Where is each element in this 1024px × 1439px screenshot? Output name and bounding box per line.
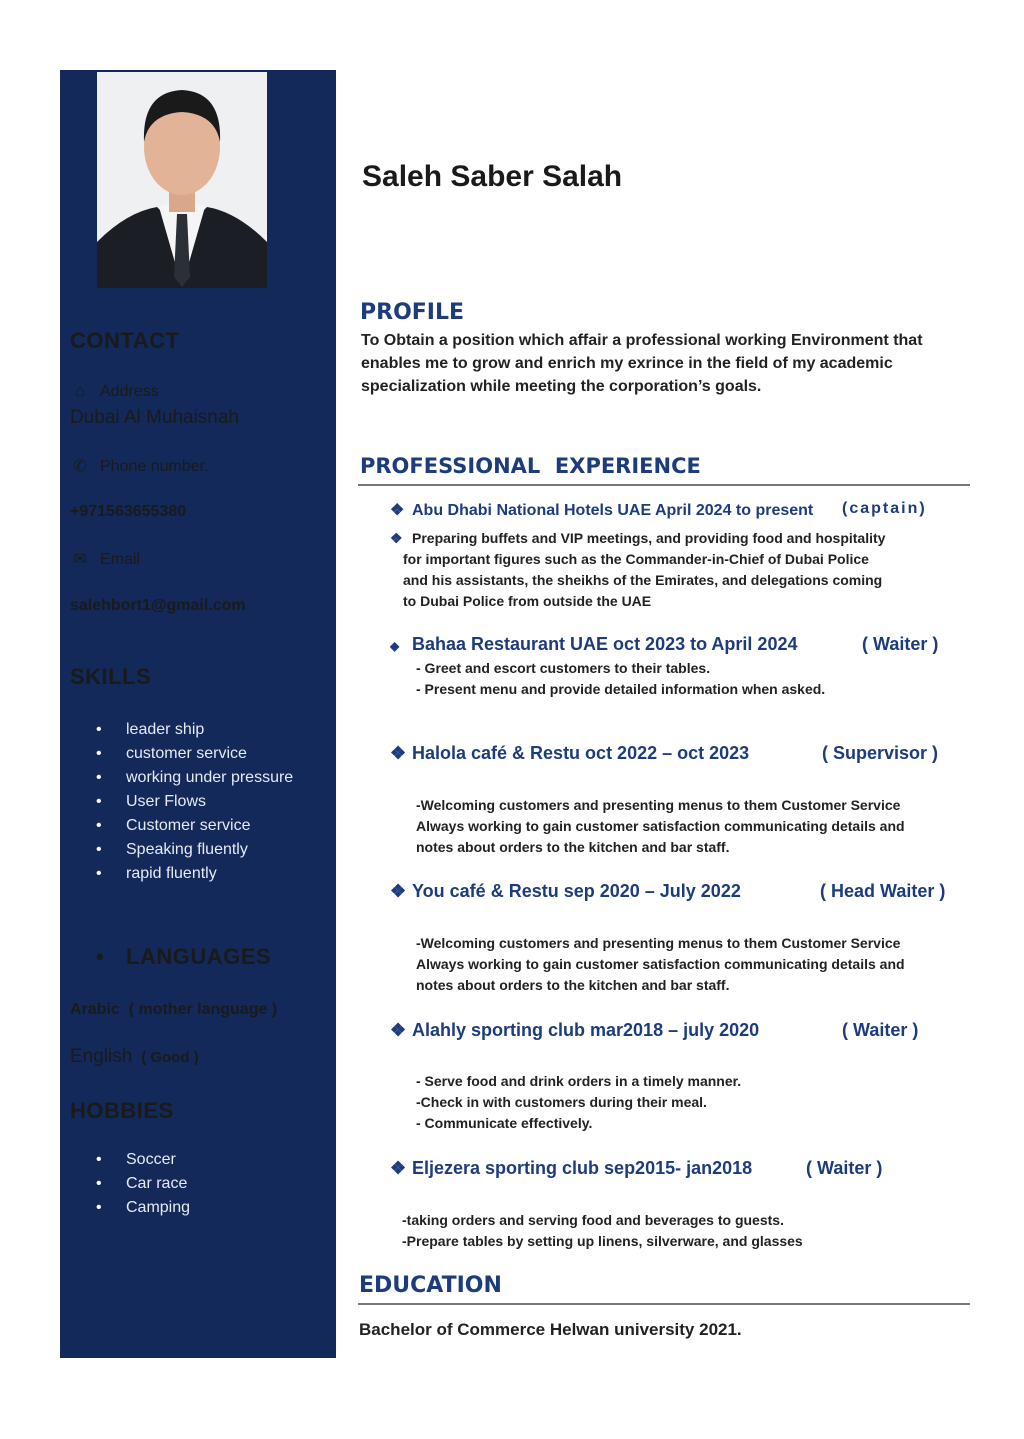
profile-heading: PROFILE: [360, 300, 465, 325]
desc-line: and his assistants, the sheikhs of the Emirates, and delegations coming: [403, 572, 883, 588]
phone-icon: ✆: [73, 458, 87, 475]
email-row: [70, 549, 140, 569]
skills-heading: SKILLS: [70, 664, 152, 689]
languages-heading-text: LANGUAGES: [126, 944, 272, 969]
job-role: ( Head Waiter ): [820, 881, 946, 901]
profile-line: enables me to grow and enrich my exrince in the field of my academic: [361, 355, 893, 372]
hobby-item: • Camping: [96, 1196, 190, 1220]
desc-line: -Prepare tables by setting up linens, silverware, and glasses: [402, 1233, 803, 1249]
desc-line: Always working to gain customer satisfaction communicating details and: [416, 956, 905, 972]
desc-line: Always working to gain customer satisfaction communicating details and: [416, 818, 905, 834]
desc-line: -Welcoming customers and presenting menus to them Customer Service: [416, 797, 901, 813]
skills-list: [96, 718, 293, 886]
profile-line: specialization while meeting the corporation’s goals.: [361, 378, 762, 395]
skill-item: • Speaking fluently: [96, 838, 293, 862]
desc-line: for important figures such as the Commander-in-Chief of Dubai Police: [403, 551, 869, 567]
phone-label: Phone number.: [100, 458, 209, 475]
diamond-bullet-icon: ❖: [390, 1158, 407, 1178]
skill-item: • customer service: [96, 742, 293, 766]
education-text: Bachelor of Commerce Helwan university 2021.: [359, 1320, 742, 1339]
experience-heading: PROFESSIONAL EXPERIENCE: [360, 454, 701, 478]
desc-line: - Communicate effectively.: [416, 1115, 593, 1131]
job-title: You café & Restu sep 2020 – July 2022: [412, 881, 741, 901]
skill-item: • working under pressure: [96, 766, 293, 790]
language-level: ( mother language ): [128, 1001, 278, 1018]
desc-line: [390, 528, 885, 549]
job-description: [416, 933, 905, 996]
hobby-item: • Soccer: [96, 1148, 190, 1172]
skill-item: • User Flows: [96, 790, 293, 814]
phone-value: +971563655380: [70, 503, 187, 520]
job-title-row: [390, 1020, 919, 1041]
phone-row: [70, 456, 209, 476]
job-role: ( Supervisor ): [822, 743, 939, 763]
desc-text: Preparing buffets and VIP meetings, and providing food and hospitality: [412, 530, 886, 546]
language-arabic: [70, 1001, 277, 1019]
job-title-row: [390, 1158, 883, 1179]
desc-line: notes about orders to the kitchen and bar staff.: [416, 839, 730, 855]
languages-heading: [96, 944, 271, 970]
job-title-row: [390, 743, 939, 764]
job-role: (captain): [842, 500, 927, 517]
diamond-bullet-icon: ❖: [390, 530, 403, 546]
language-name: Arabic: [70, 1001, 120, 1018]
skill-item: • Customer service: [96, 814, 293, 838]
job-description: [416, 658, 825, 700]
envelope-icon: ✉: [73, 551, 87, 568]
person-name: Saleh Saber Salah: [362, 160, 623, 193]
education-heading: EDUCATION: [359, 1273, 502, 1298]
job-title: Eljezera sporting club sep2015- jan2018: [412, 1158, 753, 1178]
job-title: Halola café & Restu oct 2022 – oct 2023: [412, 743, 750, 763]
desc-line: to Dubai Police from outside the UAE: [403, 593, 652, 609]
job-title-row: [390, 500, 927, 520]
divider: [358, 1303, 970, 1305]
job-role: ( Waiter ): [806, 1158, 883, 1178]
desc-line: - Greet and escort customers to their tables.: [416, 660, 711, 676]
desc-line: -Welcoming customers and presenting menus to them Customer Service: [416, 935, 901, 951]
hobbies-heading: HOBBIES: [70, 1098, 174, 1123]
skill-item: • rapid fluently: [96, 862, 293, 886]
diamond-bullet-icon: ❖: [390, 881, 407, 901]
contact-heading: CONTACT: [70, 328, 180, 353]
job-title: Alahly sporting club mar2018 – july 2020: [412, 1020, 760, 1040]
divider: [358, 484, 970, 486]
diamond-bullet-icon: ❖: [390, 1020, 407, 1040]
diamond-bullet-icon: ❖: [390, 743, 407, 763]
diamond-bullet-icon: ◆: [390, 639, 400, 653]
desc-line: - Serve food and drink orders in a timely manner.: [416, 1073, 742, 1089]
diamond-bullet-icon: ❖: [390, 502, 405, 519]
home-icon: ⌂: [75, 383, 85, 400]
job-description: [416, 795, 905, 858]
bullet: •: [96, 944, 105, 969]
desc-line: - Present menu and provide detailed information when asked.: [416, 681, 826, 697]
language-name: English: [70, 1046, 133, 1067]
job-description: [416, 1071, 741, 1134]
desc-line: -taking orders and serving food and beverages to guests.: [402, 1212, 784, 1228]
email-value[interactable]: salehbort1@gmail.com: [70, 597, 246, 614]
job-title: Abu Dhabi National Hotels UAE April 2024 to present: [412, 502, 814, 519]
hobbies-list: [96, 1148, 190, 1220]
job-title-row: [390, 634, 939, 655]
address-value: Dubai Al Muhaisnah: [70, 407, 239, 428]
language-level: ( Good ): [141, 1049, 199, 1066]
job-title: Bahaa Restaurant UAE oct 2023 to April 2024: [412, 634, 798, 654]
email-label: Email: [100, 551, 141, 568]
hobby-item: • Car race: [96, 1172, 190, 1196]
skill-item: • leader ship: [96, 718, 293, 742]
job-title-row: [390, 881, 946, 902]
job-description: [402, 1210, 803, 1252]
profile-text: [361, 329, 923, 398]
profile-line: To Obtain a position which affair a professional working Environment that: [361, 332, 923, 349]
language-english: [70, 1046, 199, 1068]
address-label: Address: [100, 383, 159, 400]
job-role: ( Waiter ): [862, 634, 939, 654]
job-description: [390, 528, 885, 612]
address-row: [70, 383, 159, 401]
desc-line: -Check in with customers during their meal.: [416, 1094, 707, 1110]
desc-line: notes about orders to the kitchen and bar staff.: [416, 977, 730, 993]
job-role: ( Waiter ): [842, 1020, 919, 1040]
profile-photo: [97, 72, 267, 288]
